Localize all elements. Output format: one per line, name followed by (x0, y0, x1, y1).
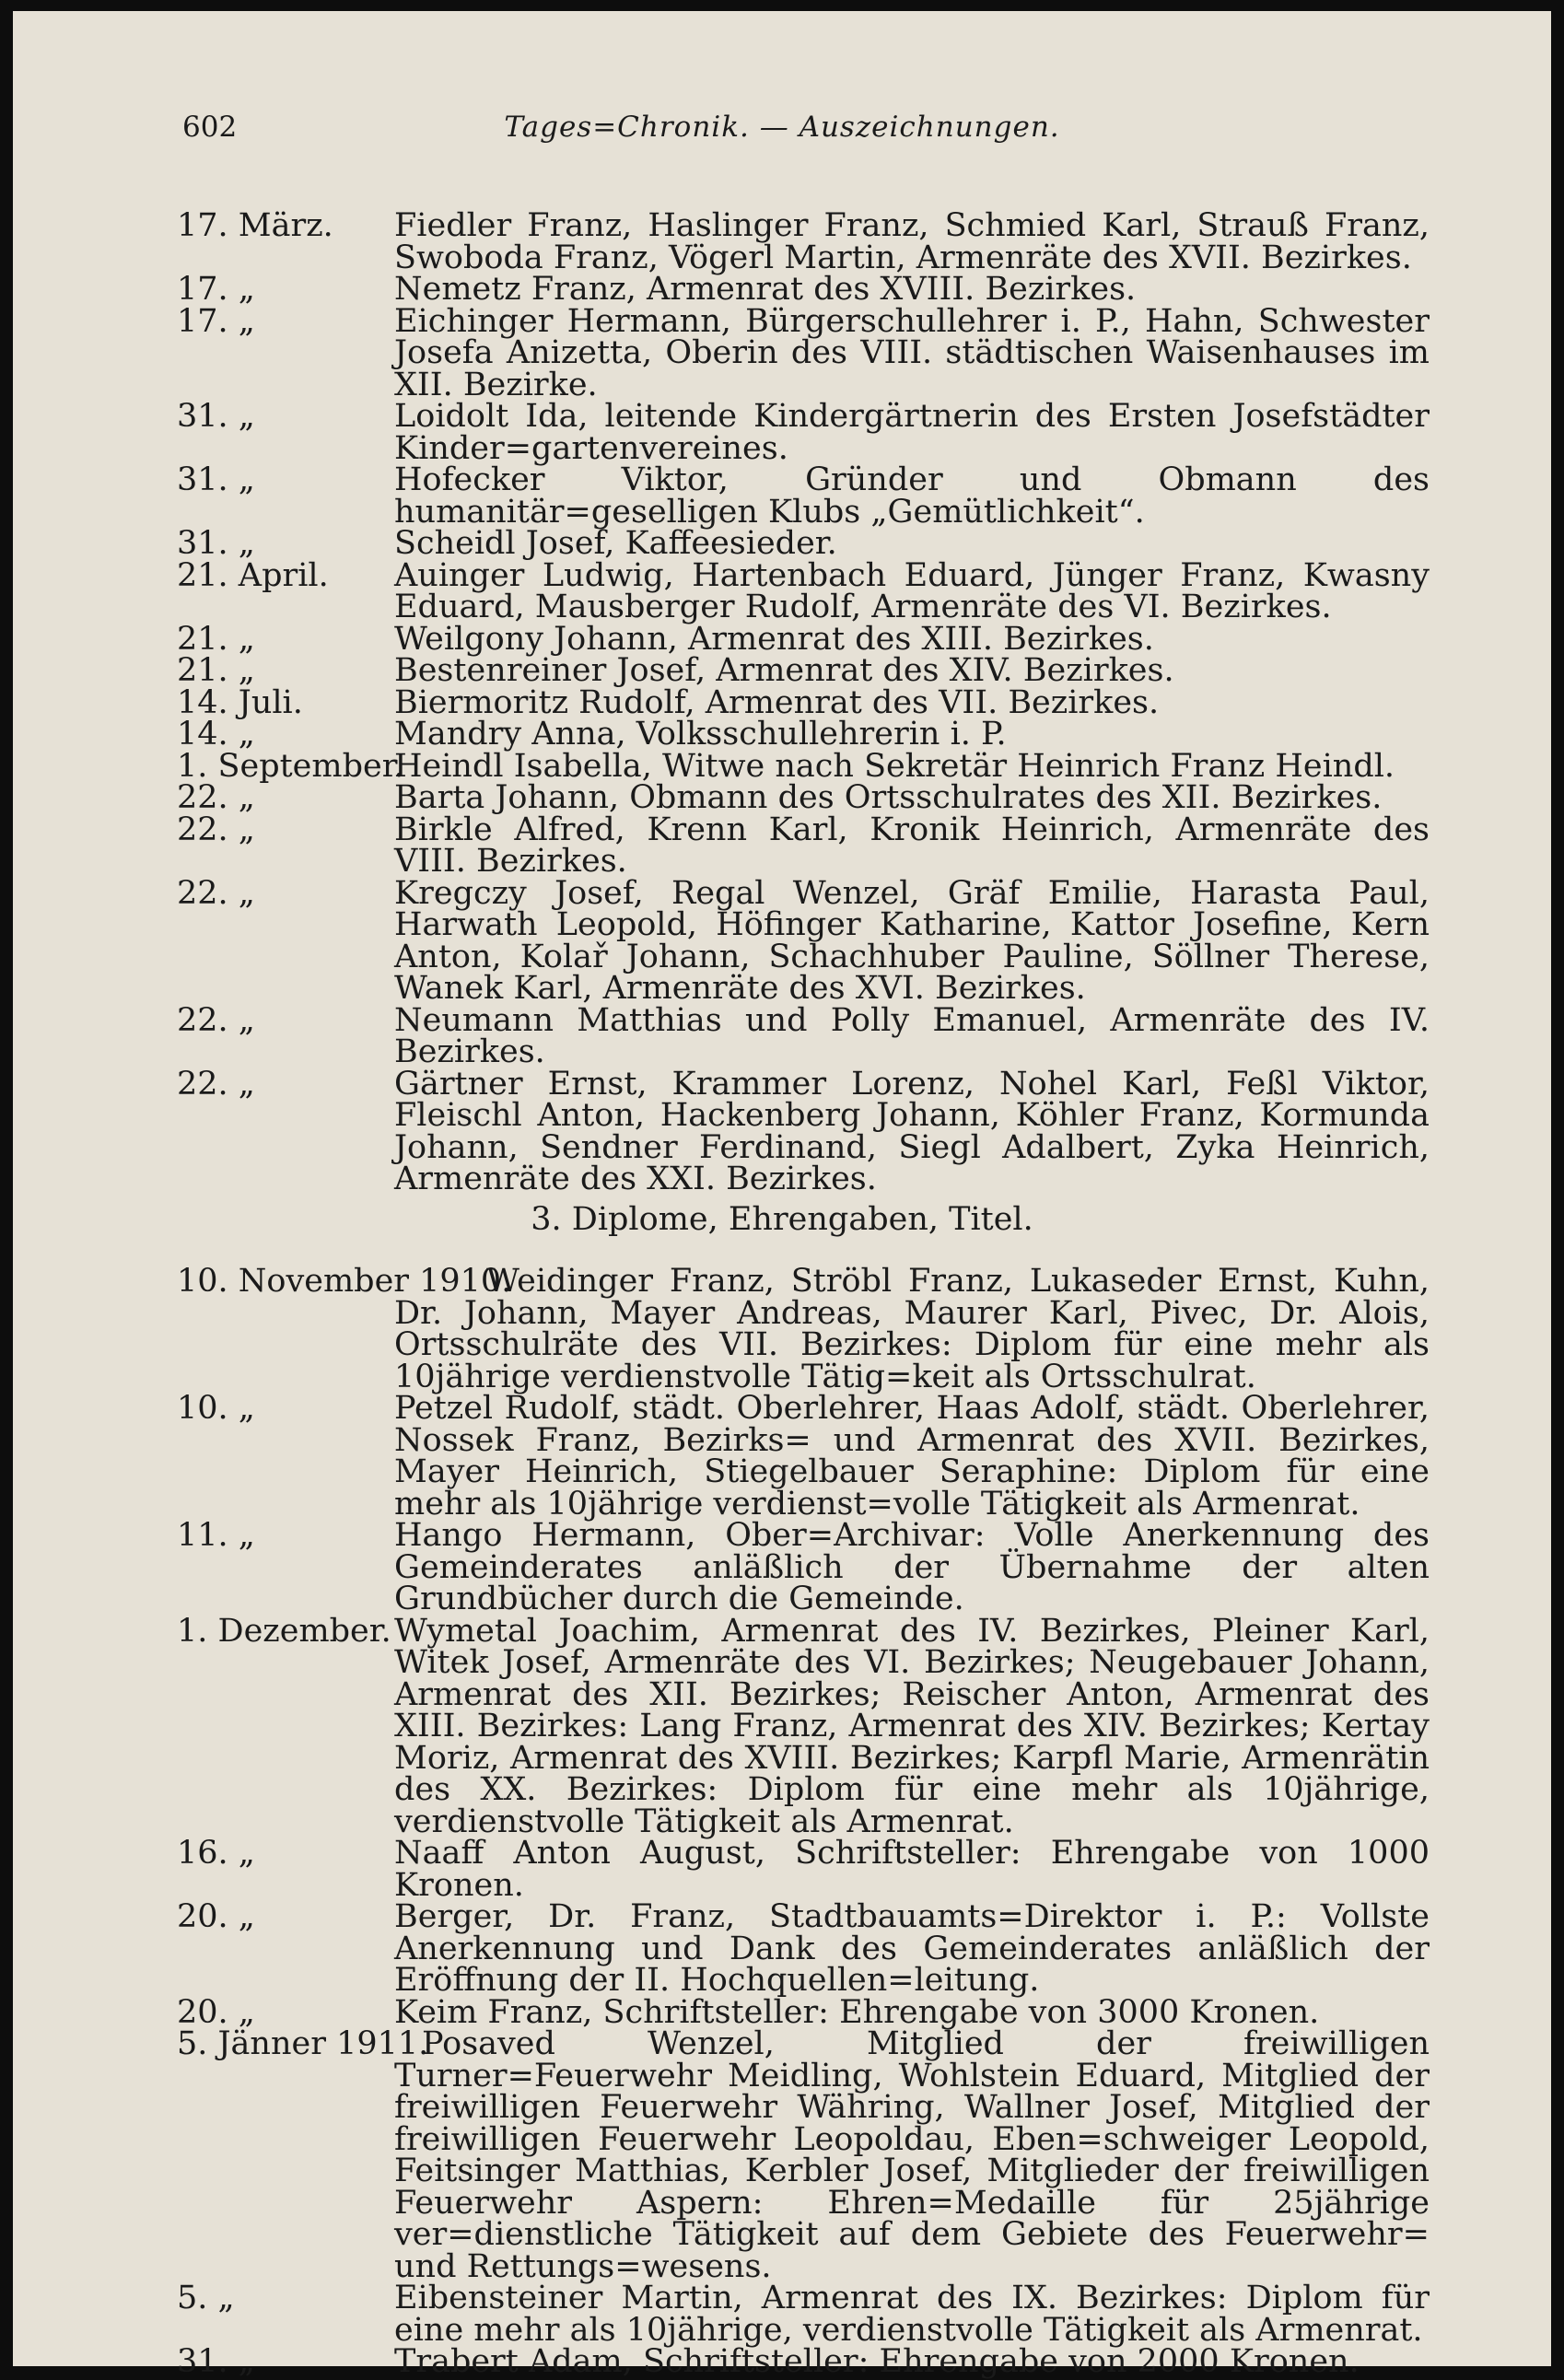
entry-date: 31. „ (177, 2343, 255, 2380)
entry-text: Heindl Isabella, Witwe nach Sekretär Heinrich Franz Heindl. (394, 747, 1395, 785)
list-entry (177, 1001, 1430, 1070)
entry-text: Nemetz Franz, Armenrat des XVIII. Bezirkes. (394, 271, 1137, 308)
entry-date: 16. „ (177, 1835, 255, 1872)
entry-text: Mandry Anna, Volksschullehrerin i. P. (394, 716, 1007, 752)
entry-date: 31. „ (177, 461, 255, 498)
entry-date: 22. „ (177, 779, 255, 816)
entry-date: 22. „ (177, 1001, 255, 1039)
entry-text: Naaff Anton August, Schriftsteller: Ehrengabe von 1000 Kronen. (394, 1835, 1430, 1904)
list-entry (177, 1898, 1430, 1999)
list-entry (177, 718, 1430, 751)
entry-text: Bestenreiner Josef, Armenrat des XIV. Bezirkes. (394, 652, 1174, 689)
entry-text: Petzel Rudolf, städt. Oberlehrer, Haas Adolf, städt. Oberlehrer, Nossek Franz, Bezirks= und Armenrat des XVII. Bezirkes, Mayer Heinrich, Stiegelbauer Seraphine: Diplom für eine mehr als 10jährige verdienst=volle Tätigkeit als Armenrat. (394, 1390, 1430, 1522)
entry-text: Loidolt Ida, leitende Kindergärtnerin des Ersten Josefstädter Kinder=gartenvereines. (394, 398, 1430, 467)
entry-date: 1. Dezember. (177, 1612, 391, 1650)
list-entry (177, 398, 1430, 467)
list-entry (177, 302, 1430, 403)
list-entry (177, 620, 1430, 658)
list-entry (177, 2025, 1430, 2285)
entry-date: 17. März. (177, 207, 333, 244)
list-entry (177, 1263, 1430, 1395)
entry-text: Barta Johann, Obmann des Ortsschulrates des XII. Bezirkes. (394, 779, 1383, 816)
entry-date: 14. „ (177, 716, 255, 752)
entry-text: Posaved Wenzel, Mitglied der freiwilligen Turner=Feuerwehr Meidling, Wohlstein Eduard, Mitglied der freiwilligen Feuerwehr Währing, Wallner Josef, Mitglied der freiwilligen Feuerwehr Leopoldau, Eben=schweiger Leopold, Feitsinger Matthias, Kerbler Josef, Mitglieder der freiwilligen Feuerwehr Aspern: Ehren=Medaille für 25jährige ver=dienstliche Tätigkeit auf dem Gebiete des Feuerwehr= und Rettungs=wesens. (394, 2025, 1430, 2285)
entry-date: 10. November 1910. (177, 1263, 512, 1300)
entry-date: 5. „ (177, 2280, 235, 2316)
entry-text: Keim Franz, Schriftsteller: Ehrengabe von 3000 Kronen. (394, 1993, 1320, 2031)
entry-text: Eichinger Hermann, Bürgerschullehrer i. P., Hahn, Schwester Josefa Anizetta, Oberin des VIII. städtischen Waisenhauses im XII. Bezirke. (394, 302, 1430, 403)
entry-date: 17. „ (177, 302, 255, 340)
entry-date: 20. „ (177, 1993, 255, 2031)
list-entry (177, 1517, 1430, 1617)
page-header (13, 111, 1551, 155)
entry-date: 5. Jänner 1911. (177, 2025, 429, 2062)
entry-date: 14. Juli. (177, 683, 303, 721)
entry-text: Scheidl Josef, Kaffeesieder. (394, 525, 837, 562)
entry-text: Birkle Alfred, Krenn Karl, Kronik Heinrich, Armenräte des VIII. Bezirkes. (394, 811, 1430, 880)
entry-date: 22. „ (177, 874, 255, 912)
list-entry (177, 652, 1430, 689)
entry-text: Auinger Ludwig, Hartenbach Eduard, Jünger Franz, Kwasny Eduard, Mausberger Rudolf, Armenräte des VI. Bezirkes. (394, 556, 1430, 625)
entry-text: Gärtner Ernst, Krammer Lorenz, Nohel Karl, Feßl Viktor, Fleischl Anton, Hackenberg Johann, Köhler Franz, Kormunda Johann, Sendner Ferdinand, Siegl Adalbert, Zyka Heinrich, Armenräte des XXI. Bezirkes. (394, 1065, 1430, 1197)
entry-text: Neumann Matthias und Polly Emanuel, Armenräte des IV. Bezirkes. (394, 1001, 1430, 1070)
entry-text: Fiedler Franz, Haslinger Franz, Schmied Karl, Strauß Franz, Swoboda Franz, Vögerl Martin, Armenräte des XVII. Bezirkes. (394, 207, 1430, 276)
list-entry (177, 779, 1430, 816)
list-entry (177, 747, 1430, 785)
entry-date: 22. „ (177, 1065, 255, 1102)
entry-date: 17. „ (177, 271, 255, 308)
page-number: 602 (182, 111, 238, 144)
entry-text: Eibensteiner Martin, Armenrat des IX. Bezirkes: Diplom für eine mehr als 10jährige, verdienstvolle Tätigkeit als Armenrat. (394, 2280, 1430, 2349)
entry-text: Berger, Dr. Franz, Stadtbauamts=Direktor i. P.: Vollste Anerkennung und Dank des Gemeinderates anläßlich der Eröffnung der II. Hochquellen=leitung. (394, 1898, 1430, 1999)
entry-date: 10. „ (177, 1390, 255, 1427)
entry-date: 31. „ (177, 398, 255, 435)
list-entry (177, 2280, 1430, 2349)
entry-date: 20. „ (177, 1898, 255, 1935)
section-awards-list (13, 207, 1551, 1197)
entry-text: Kregczy Josef, Regal Wenzel, Gräf Emilie, Harasta Paul, Harwath Leopold, Höfinger Katharine, Kattor Josefine, Kern Anton, Kolař Johann, Schachhuber Pauline, Söllner Therese, Wanek Karl, Armenräte des XVI. Bezirkes. (394, 874, 1430, 1007)
list-entry (177, 811, 1430, 880)
entry-date: 1. September. (177, 747, 404, 785)
entry-date: 21. „ (177, 652, 255, 689)
entry-date: 31. „ (177, 525, 255, 562)
list-entry (177, 461, 1430, 531)
entry-text: Trabert Adam, Schriftsteller: Ehrengabe von 2000 Kronen. (394, 2343, 1360, 2380)
entry-text: Biermoritz Rudolf, Armenrat des VII. Bezirkes. (394, 683, 1160, 721)
list-entry (177, 2343, 1430, 2380)
running-title: Tages=Chronik. — Auszeichnungen. (504, 111, 1060, 144)
section-diplomas-list (13, 1263, 1551, 2380)
entry-text: Hango Hermann, Ober=Archivar: Volle Anerkennung des Gemeinderates anläßlich der Übernahme der alten Grundbücher durch die Gemeinde. (394, 1517, 1430, 1617)
list-entry (177, 556, 1430, 625)
entry-date: 21. „ (177, 620, 255, 658)
entry-date: 11. „ (177, 1517, 255, 1554)
list-entry (177, 1065, 1430, 1197)
list-entry (177, 1390, 1430, 1522)
document-page (13, 11, 1551, 2380)
list-entry (177, 874, 1430, 1007)
entry-date: 21. April. (177, 556, 329, 594)
section-heading: 3. Diplome, Ehrengaben, Titel. (531, 1201, 1033, 1238)
list-entry (177, 1612, 1430, 1840)
list-entry (177, 683, 1430, 721)
entry-text: Wymetal Joachim, Armenrat des IV. Bezirkes, Pleiner Karl, Witek Josef, Armenräte des VI. Bezirkes; Neugebauer Johann, Armenrat des XII. Bezirkes; Reischer Anton, Armenrat des XIII. Bezirkes: Lang Franz, Armenrat des XIV. Bezirkes; Kertay Moriz, Armenrat des XVIII. Bezirkes; Karpfl Marie, Armenrätin des XX. Bezirkes: Diplom für eine mehr als 10jährige, verdienstvolle Tätigkeit als Armenrat. (394, 1612, 1430, 1840)
entry-text: Hofecker Viktor, Gründer und Obmann des humanitär=geselligen Klubs „Gemütlichkeit“. (394, 461, 1430, 531)
list-entry (177, 1993, 1430, 2031)
entry-text: Weidinger Franz, Ströbl Franz, Lukaseder Ernst, Kuhn, Dr. Johann, Mayer Andreas, Maurer Karl, Pivec, Dr. Alois, Ortsschulräte des VII. Bezirkes: Diplom für eine mehr als 10jährige verdienstvolle Tätig=keit als Ortsschulrat. (394, 1263, 1430, 1395)
entry-text: Weilgony Johann, Armenrat des XIII. Bezirkes. (394, 620, 1154, 658)
list-entry (177, 271, 1430, 308)
entry-date: 22. „ (177, 811, 255, 848)
list-entry (177, 207, 1430, 276)
list-entry (177, 525, 1430, 562)
list-entry (177, 1835, 1430, 1904)
